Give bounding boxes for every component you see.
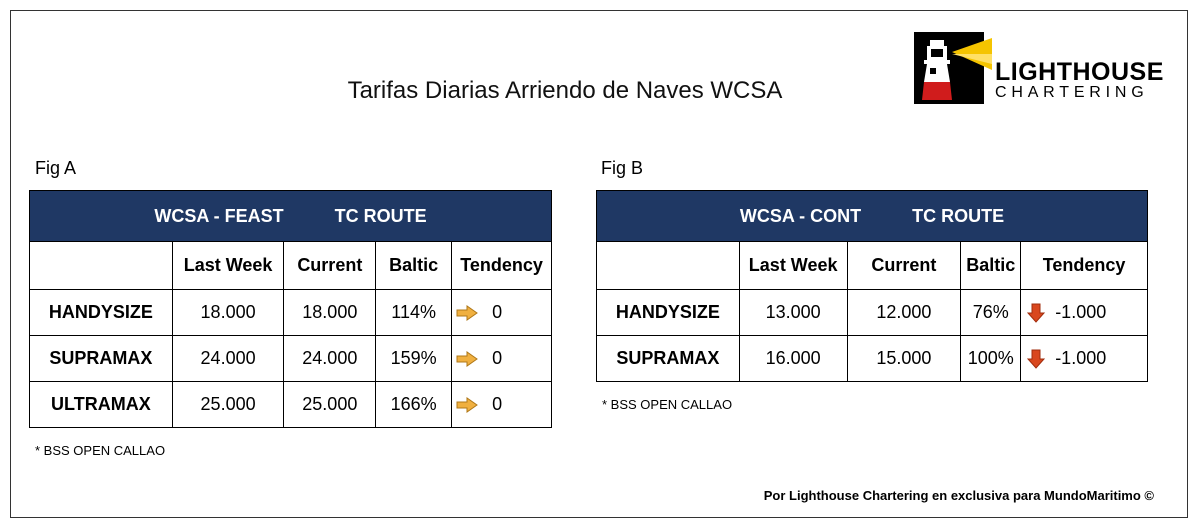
fig-a-label: Fig A [35, 158, 77, 178]
last-week-value: 16.000 [739, 336, 847, 382]
column-header-baltic: Baltic [376, 242, 452, 290]
current-value: 24.000 [284, 336, 376, 382]
table-row [597, 290, 1148, 336]
logo-text-chartering: CHARTERING [995, 84, 1149, 101]
column-header-vessel [30, 242, 173, 290]
tendency-value: -1.000 [1055, 302, 1107, 322]
vessel-name: SUPRAMAX [30, 336, 173, 382]
last-week-value: 24.000 [172, 336, 284, 382]
fig-b-table [596, 190, 1148, 382]
column-header-current: Current [284, 242, 376, 290]
tendency-value: 0 [492, 302, 503, 322]
tendency-value: 0 [492, 348, 503, 368]
last-week-value: 13.000 [739, 290, 847, 336]
current-value: 25.000 [284, 382, 376, 428]
vessel-name: ULTRAMAX [30, 382, 173, 428]
column-header-vessel [597, 242, 740, 290]
arrow-down-icon [1027, 303, 1045, 323]
footer-credit: Por Lighthouse Chartering en exclusiva para MundoMaritimo © [763, 488, 1154, 503]
arrow-right-icon [456, 397, 478, 413]
tendency-cell [452, 290, 552, 336]
baltic-value: 76% [961, 290, 1021, 336]
vessel-name: HANDYSIZE [30, 290, 173, 336]
current-value: 15.000 [847, 336, 961, 382]
baltic-value: 114% [376, 290, 452, 336]
route-name: WCSA - FEAST [154, 205, 284, 226]
column-header-last-week: Last Week [739, 242, 847, 290]
column-header-last-week: Last Week [172, 242, 284, 290]
tendency-value: 0 [492, 394, 503, 414]
fig-a-table [29, 190, 552, 428]
column-header-row [597, 242, 1148, 290]
tendency-cell [452, 336, 552, 382]
column-header-baltic: Baltic [961, 242, 1021, 290]
tendency-cell [1021, 290, 1148, 336]
route-header [597, 191, 1148, 242]
column-header-row [30, 242, 552, 290]
current-value: 12.000 [847, 290, 961, 336]
baltic-value: 166% [376, 382, 452, 428]
route-header [30, 191, 552, 242]
column-header-current: Current [847, 242, 961, 290]
tendency-cell [452, 382, 552, 428]
baltic-value: 100% [961, 336, 1021, 382]
table-header-row [30, 191, 552, 242]
column-header-tendency: Tendency [452, 242, 552, 290]
route-name: WCSA - CONT [739, 205, 862, 226]
baltic-value: 159% [376, 336, 452, 382]
logo-text-lighthouse: LIGHTHOUSE [995, 58, 1164, 86]
arrow-right-icon [456, 351, 478, 367]
last-week-value: 25.000 [172, 382, 284, 428]
fig-a-note: * BSS OPEN CALLAO [35, 443, 166, 458]
table-row [30, 336, 552, 382]
column-header-tendency: Tendency [1021, 242, 1148, 290]
fig-b-note: * BSS OPEN CALLAO [602, 397, 733, 412]
last-week-value: 18.000 [172, 290, 284, 336]
arrow-down-icon [1027, 349, 1045, 369]
vessel-name: SUPRAMAX [597, 336, 740, 382]
tc-route-label: TC ROUTE [912, 205, 1005, 226]
tc-route-label: TC ROUTE [334, 205, 427, 226]
fig-b-label: Fig B [601, 158, 644, 178]
table-row [30, 290, 552, 336]
page-title: Tarifas Diarias Arriendo de Naves WCSA [347, 77, 783, 104]
arrow-right-icon [456, 305, 478, 321]
tendency-value: -1.000 [1055, 348, 1107, 368]
tendency-cell [1021, 336, 1148, 382]
table-row [597, 336, 1148, 382]
vessel-name: HANDYSIZE [597, 290, 740, 336]
table-row [30, 382, 552, 428]
table-header-row [597, 191, 1148, 242]
current-value: 18.000 [284, 290, 376, 336]
